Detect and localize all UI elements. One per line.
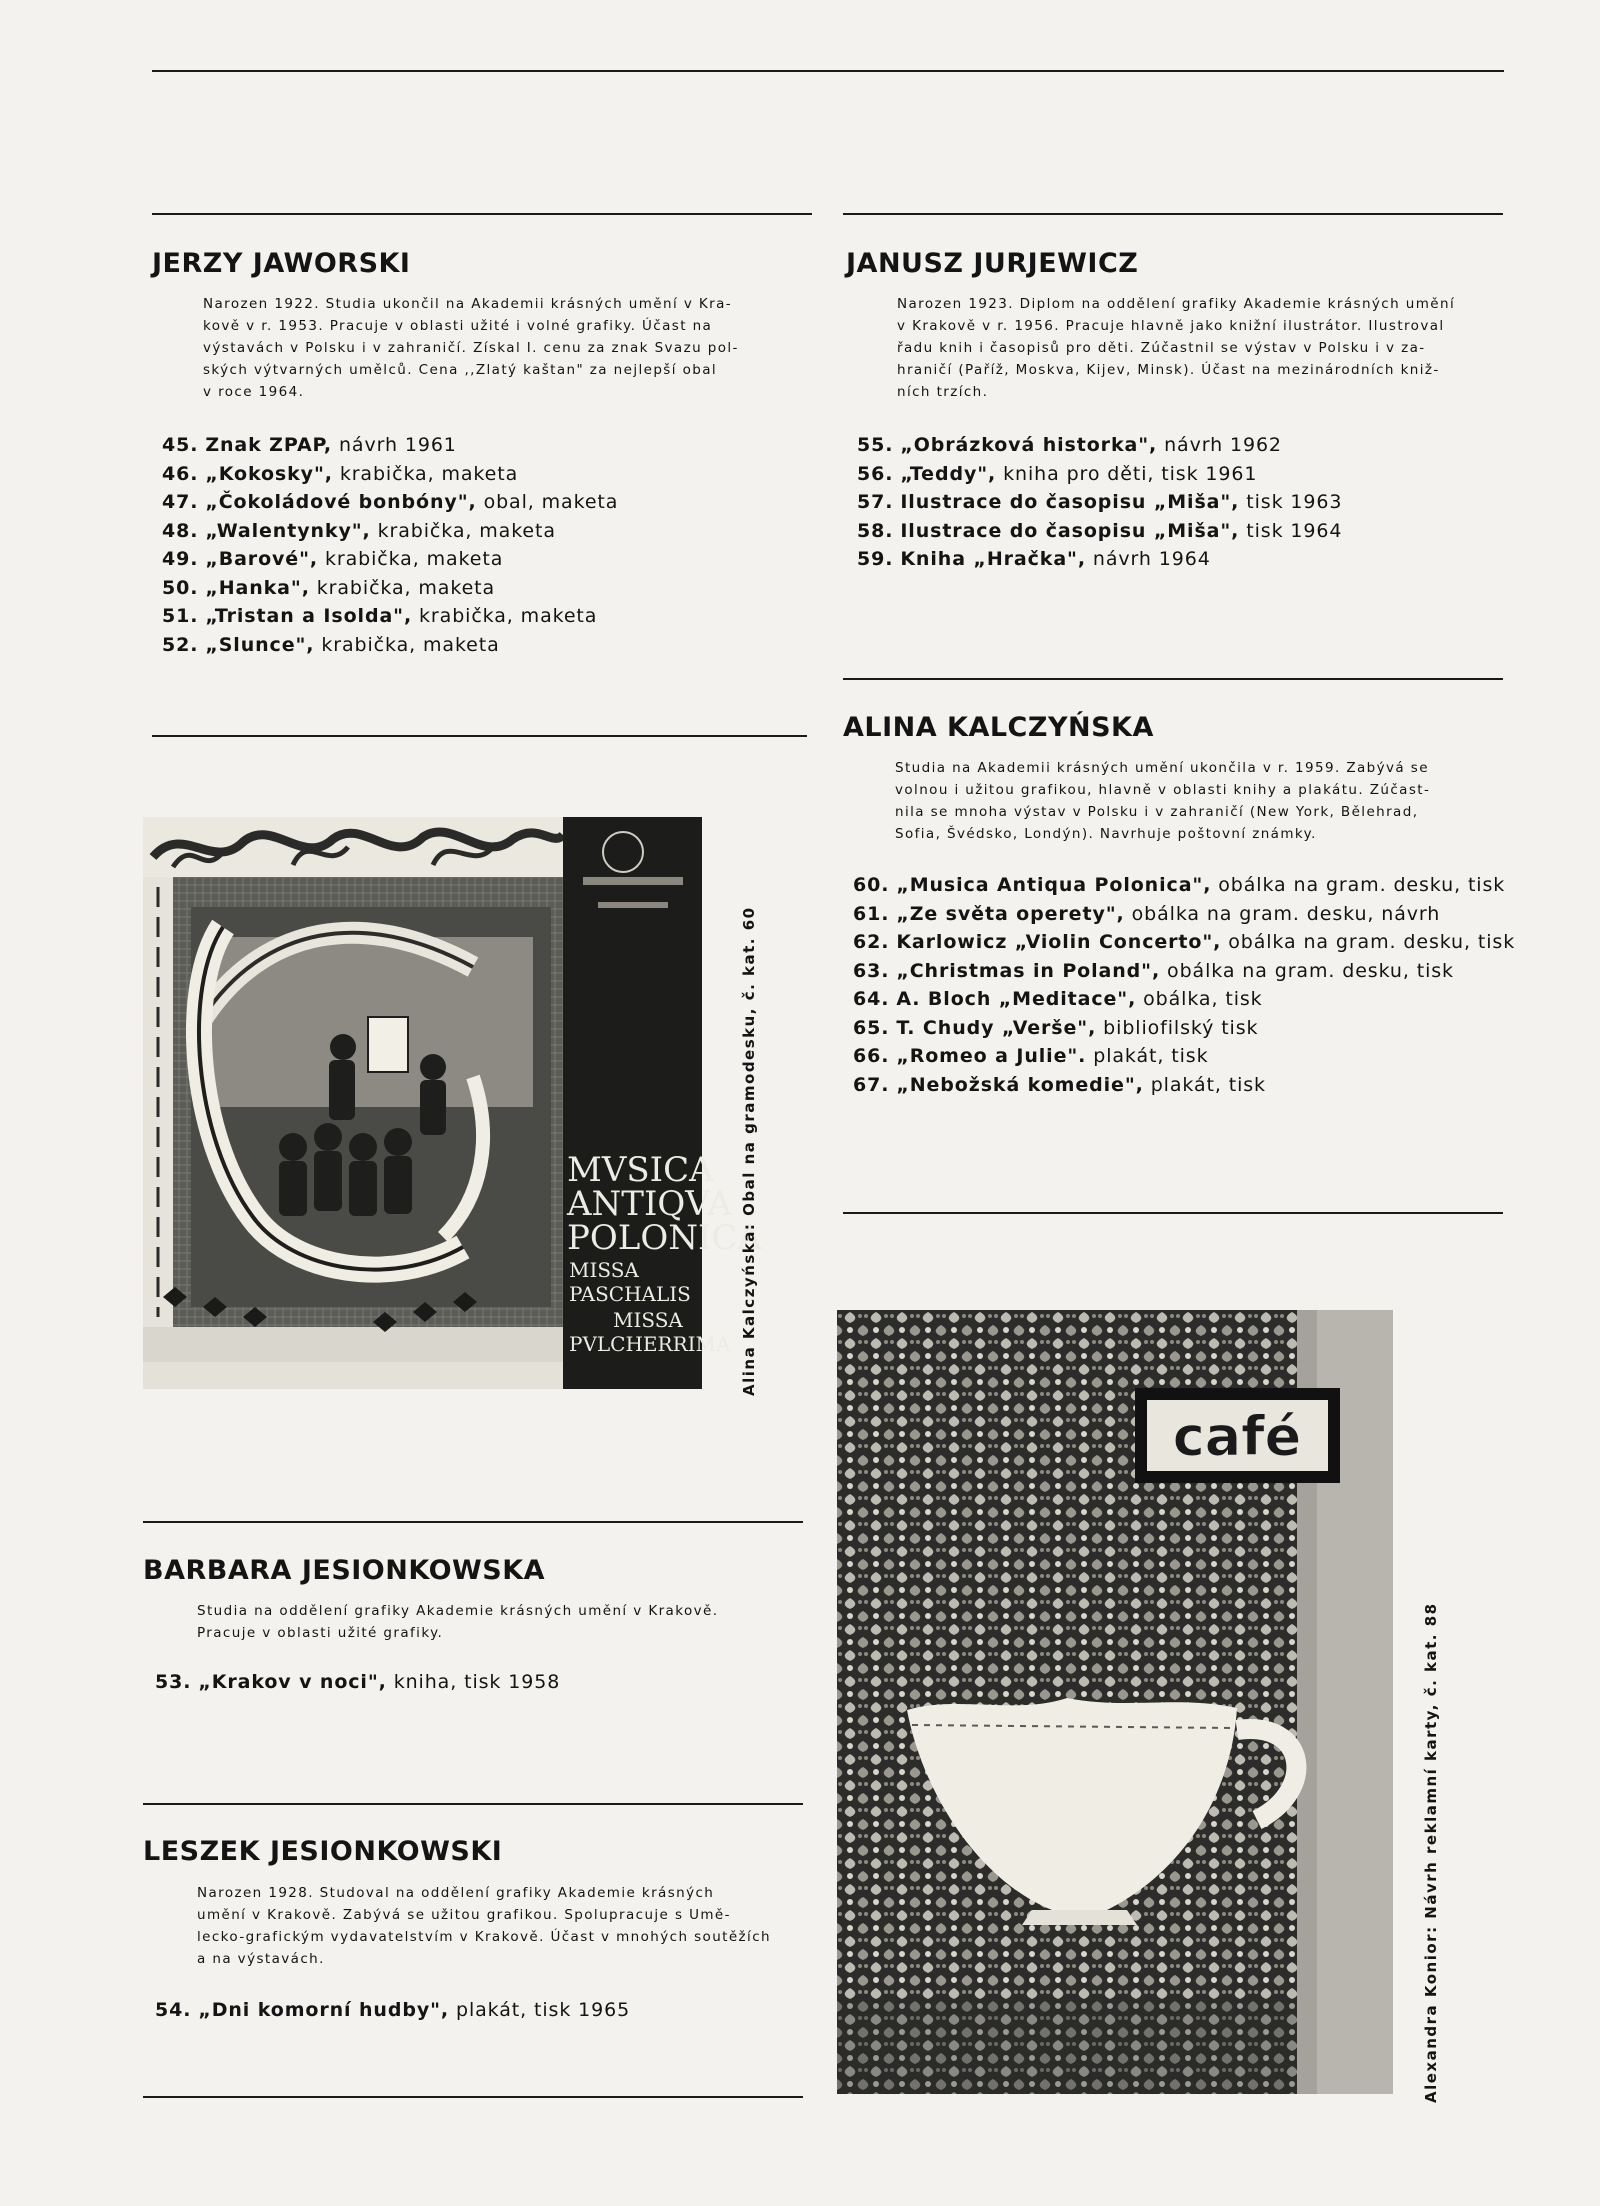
catalog-item: 61. „Ze světa operety", obálka na gram. desku, návrh	[853, 902, 1441, 925]
bio-line: a na výstavách.	[197, 1951, 325, 1967]
catalog-item: 66. „Romeo a Julie". plakát, tisk	[853, 1045, 1209, 1067]
catalog-item: 56. „Teddy", kniha pro děti, tisk 1961	[857, 462, 1258, 485]
bio-line: umění v Krakově. Zabývá se užitou grafikou. Spolupracuje s Umě-	[197, 1907, 731, 1923]
catalog-item: 52. „Slunce", krabička, maketa	[162, 633, 500, 656]
bio-line: kově v r. 1953. Pracuje v oblasti užité i volné grafiky. Účast na	[203, 318, 713, 334]
cafe-sign-text: café	[1172, 1405, 1302, 1468]
bio-line: Narozen 1928. Studoval na oddělení grafiky Akademie krásných	[197, 1885, 715, 1901]
bio-line: Studia na Akademii krásných umění ukončila v r. 1959. Zabývá se	[895, 760, 1429, 776]
section-rule-jurjewicz	[843, 213, 1503, 215]
cafe-card-image	[837, 1310, 1393, 2094]
bio-line: ních trzích.	[897, 384, 989, 400]
page-top-rule	[152, 70, 1504, 72]
section-name-barbara: BARBARA JESIONKOWSKA	[143, 1555, 546, 1586]
catalog-item: 62. Karlowicz „Violin Concerto", obálka na gram. desku, tisk	[853, 931, 1516, 953]
catalog-item: 53. „Krakov v noci", kniha, tisk 1958	[155, 1671, 561, 1693]
catalog-list-jaworski	[162, 431, 618, 659]
record-cover-subtitle: MISSA	[613, 1308, 683, 1332]
catalog-item: 65. T. Chudy „Verše", bibliofilský tisk	[853, 1016, 1259, 1039]
bio-line: řadu knih i časopisů pro děti. Zúčastnil se výstav v Polsku i v za-	[897, 340, 1426, 356]
catalog-item: 45. Znak ZPAP, návrh 1961	[162, 434, 457, 456]
catalog-item: 48. „Walentynky", krabička, maketa	[162, 519, 556, 542]
catalog-item: 67. „Nebožská komedie", plakát, tisk	[853, 1073, 1266, 1096]
catalog-list-barbara	[155, 1668, 560, 1697]
catalog-item: 54. „Dni komorní hudby", plakát, tisk 1965	[155, 1999, 631, 2021]
section-rule-jaworski	[152, 213, 812, 215]
catalog-item: 63. „Christmas in Poland", obálka na gram. desku, tisk	[853, 959, 1454, 982]
catalog-item: 64. A. Bloch „Meditace", obálka, tisk	[853, 988, 1263, 1010]
section-bio-jaworski	[203, 293, 813, 403]
bio-line: Narozen 1923. Diplom na oddělení grafiky Akademie krásných umění	[897, 296, 1456, 312]
bio-line: volnou i užitou grafikou, hlavně v oblasti knihy a plakátu. Zúčast-	[895, 782, 1431, 798]
section-rule-leszek	[143, 1803, 803, 1805]
catalog-item: 51. „Tristan a Isolda", krabička, maketa	[162, 605, 598, 627]
section-rule-kalczynska	[843, 678, 1503, 680]
section-bio-kalczynska	[895, 757, 1507, 845]
catalog-item: 60. „Musica Antiqua Polonica", obálka na gram. desku, tisk	[853, 874, 1506, 896]
cafe-card-illustration	[837, 1310, 1393, 2094]
bio-line: Sofia, Švédsko, Londýn). Navrhuje poštovní známky.	[895, 826, 1317, 842]
record-cover-caption: Alina Kalczyńska: Obal na gramodesku, č. kat. 60	[740, 906, 758, 1396]
catalog-item: 49. „Barové", krabička, maketa	[162, 548, 504, 570]
bio-line: v Krakově v r. 1956. Pracuje hlavně jako knižní ilustrátor. Ilustroval	[897, 318, 1445, 334]
catalog-item: 57. Ilustrace do časopisu „Miša", tisk 1963	[857, 491, 1343, 513]
record-cover-title: ANTIQVA	[567, 1184, 733, 1224]
record-cover-subtitle: MISSA	[569, 1258, 639, 1282]
bio-line: lecko-grafickým vydavatelstvím v Krakově. Účast v mnohých soutěžích	[197, 1929, 771, 1945]
catalog-item: 50. „Hanka", krabička, maketa	[162, 576, 496, 599]
catalog-item: 55. „Obrázková historka", návrh 1962	[857, 434, 1282, 456]
section-name-leszek: LESZEK JESIONKOWSKI	[143, 1836, 503, 1867]
catalog-item: 47. „Čokoládové bonbóny", obal, maketa	[162, 491, 619, 513]
catalog-item: 46. „Kokosky", krabička, maketa	[162, 462, 519, 485]
section-name-jurjewicz: JANUSZ JURJEWICZ	[846, 248, 1139, 279]
record-cover-subtitle: PASCHALIS	[569, 1282, 691, 1306]
bio-line: v roce 1964.	[203, 384, 305, 400]
catalog-item: 59. Kniha „Hračka", návrh 1964	[857, 548, 1211, 570]
section-bio-barbara	[197, 1600, 807, 1644]
bio-line: hraničí (Paříž, Moskva, Kijev, Minsk). Účast na mezinárodních kniž-	[897, 362, 1440, 378]
plate-rule-top	[152, 735, 807, 737]
bio-line: Narozen 1922. Studia ukončil na Akademii krásných umění v Kra-	[203, 296, 733, 312]
catalog-list-jurjewicz	[857, 431, 1342, 574]
record-cover-title: MVSICA	[567, 1150, 714, 1190]
section-bio-jurjewicz	[897, 293, 1507, 403]
catalog-list-leszek	[155, 1996, 630, 2025]
bio-line: výstavách v Polsku i v zahraničí. Získal I. cenu za znak Svazu pol-	[203, 340, 739, 356]
catalog-list-kalczynska	[853, 871, 1515, 1099]
bio-line: Pracuje v oblasti užité grafiky.	[197, 1625, 444, 1641]
section-rule-barbara	[143, 1521, 803, 1523]
catalog-item: 58. Ilustrace do časopisu „Miša", tisk 1964	[857, 519, 1343, 542]
plate-rule-right	[843, 1212, 1503, 1214]
bio-line: ských výtvarných umělců. Cena ,,Zlatý kaštan" za nejlepší obal	[203, 362, 718, 378]
record-cover-subtitle: PVLCHERRIMA	[569, 1332, 731, 1356]
page-bottom-rule-left	[143, 2096, 803, 2098]
bio-line: nila se mnoha výstav v Polsku i v zahraničí (New York, Bělehrad,	[895, 804, 1419, 820]
cafe-card-caption: Alexandra Konior: Návrh reklamní karty, č. kat. 88	[1422, 1602, 1440, 2103]
record-cover-title: POLONICA	[567, 1218, 762, 1258]
section-name-kalczynska: ALINA KALCZYŃSKA	[843, 712, 1154, 743]
section-bio-leszek	[197, 1882, 807, 1970]
section-name-jaworski: JERZY JAWORSKI	[152, 248, 411, 279]
bio-line: Studia na oddělení grafiky Akademie krásných umění v Krakově.	[197, 1603, 719, 1619]
